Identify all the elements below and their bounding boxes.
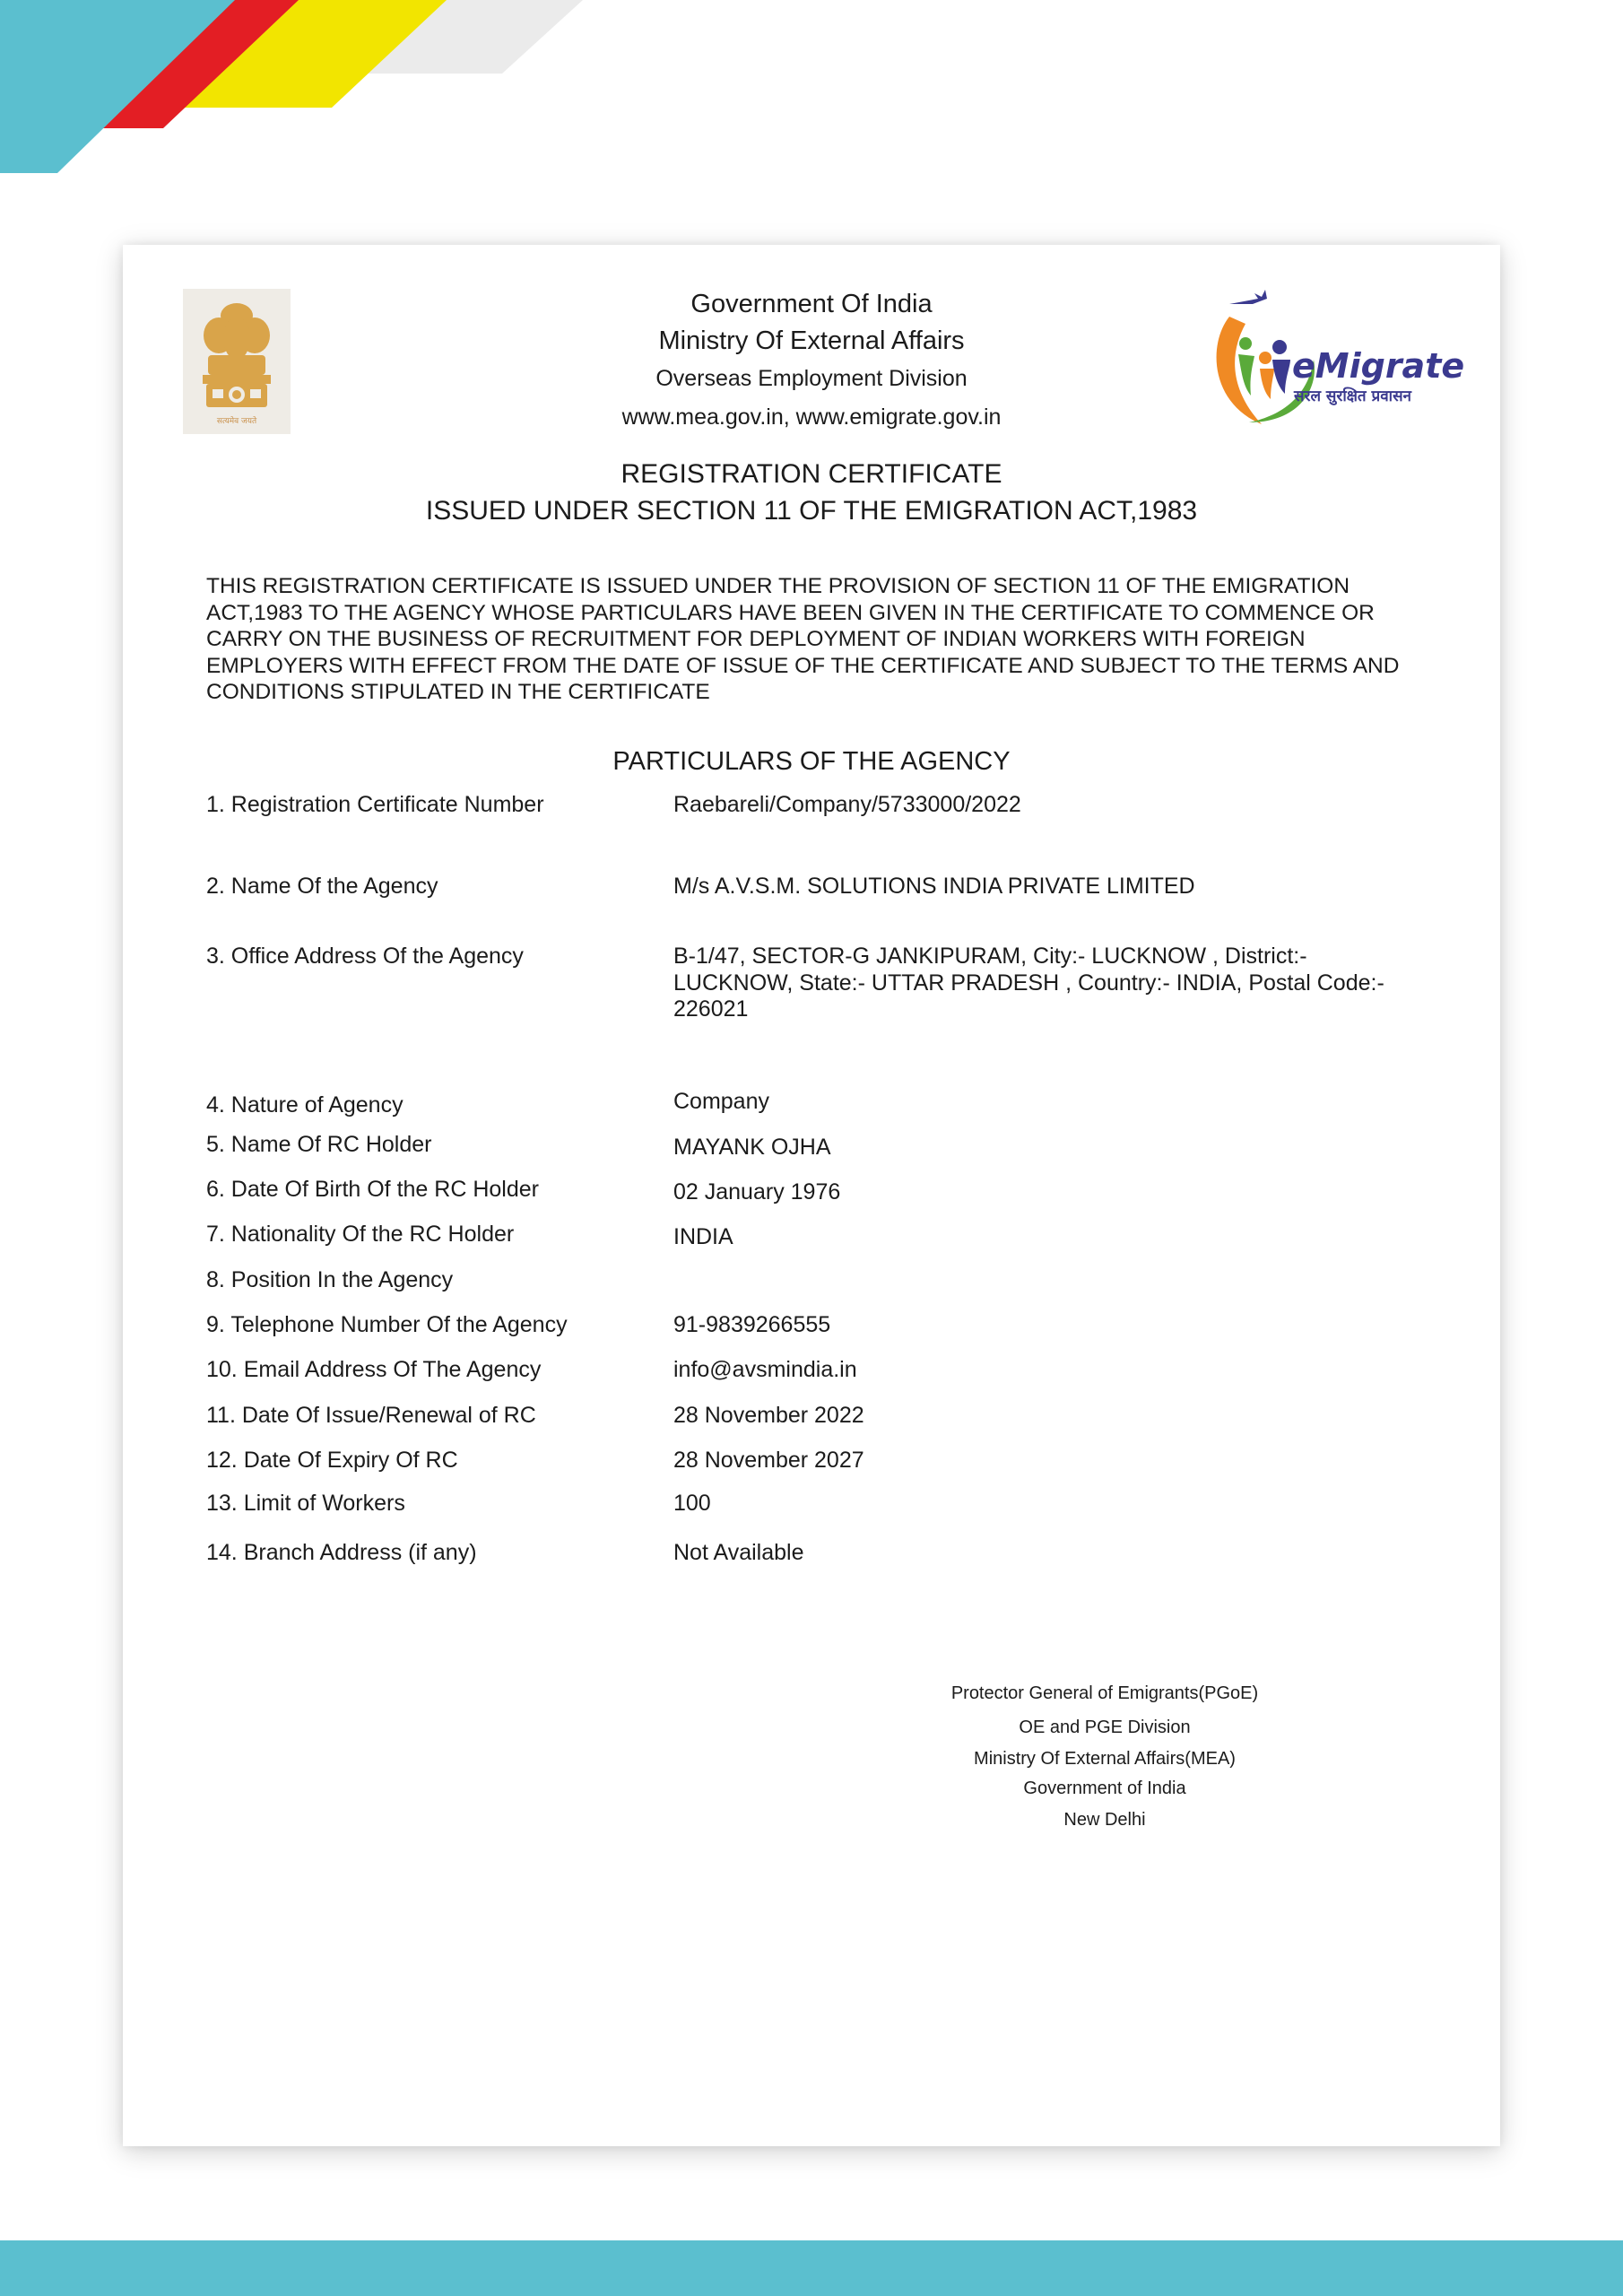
signatory-ministry: Ministry Of External Affairs(MEA) (974, 1749, 1236, 1769)
particular-label: 13. Limit of Workers (206, 1491, 405, 1516)
particular-label: 6. Date Of Birth Of the RC Holder (206, 1177, 539, 1202)
signatory-title: Protector General of Emigrants(PGoE) (950, 1683, 1259, 1703)
footer-band (0, 2240, 1623, 2296)
particular-label: 11. Date Of Issue/Renewal of RC (206, 1403, 536, 1428)
particular-value: 28 November 2022 (673, 1403, 864, 1428)
svg-text:eMigrate: eMigrate (1292, 346, 1465, 386)
particular-label: 9. Telephone Number Of the Agency (206, 1312, 568, 1337)
particular-label: 2. Name Of the Agency (206, 874, 438, 899)
signatory-government: Government of India (1023, 1779, 1186, 1798)
corner-decoration (0, 0, 628, 179)
particular-label: 10. Email Address Of The Agency (206, 1357, 542, 1382)
particular-value: 28 November 2027 (673, 1448, 864, 1473)
particular-value: M/s A.V.S.M. SOLUTIONS INDIA PRIVATE LIMITED (673, 874, 1195, 899)
particular-value: INDIA (673, 1224, 733, 1249)
particular-label: 8. Position In the Agency (206, 1267, 454, 1292)
particular-label: 7. Nationality Of the RC Holder (206, 1222, 515, 1247)
particular-value: info@avsmindia.in (673, 1357, 857, 1382)
header-division: Overseas Employment Division (655, 366, 968, 391)
certificate-sheet (123, 245, 1500, 2146)
signatory-division: OE and PGE Division (1019, 1718, 1191, 1737)
header-websites: www.mea.gov.in, www.emigrate.gov.in (621, 404, 1002, 430)
particular-value: Company (673, 1089, 769, 1114)
header-government: Government Of India (690, 290, 933, 318)
particular-value: MAYANK OJHA (673, 1135, 831, 1160)
particular-label: 5. Name Of RC Holder (206, 1132, 432, 1157)
particular-label: 3. Office Address Of the Agency (206, 944, 524, 969)
signatory-city: New Delhi (1063, 1810, 1146, 1830)
svg-text:सरल सुरक्षित प्रवासन: सरल सुरक्षित प्रवासन (1294, 387, 1411, 405)
certificate-subtitle: ISSUED UNDER SECTION 11 OF THE EMIGRATION ACT,1983 (425, 496, 1198, 526)
particular-label: 14. Branch Address (if any) (206, 1540, 477, 1565)
particular-label: 12. Date Of Expiry Of RC (206, 1448, 458, 1473)
particular-value: Not Available (673, 1540, 804, 1565)
particular-value: 02 January 1976 (673, 1179, 841, 1205)
particular-label: 1. Registration Certificate Number (206, 792, 544, 817)
particular-value: B-1/47, SECTOR-G JANKIPURAM, City:- LUCKNOW , District:- LUCKNOW, State:- UTTAR PRADESH , Country:- INDIA, Postal Code:- 226021 (673, 944, 1384, 1022)
particular-value: 91-9839266555 (673, 1312, 831, 1337)
particulars-title: PARTICULARS OF THE AGENCY (612, 747, 1011, 776)
particular-label: 4. Nature of Agency (206, 1092, 404, 1118)
certificate-title: REGISTRATION CERTIFICATE (621, 459, 1002, 489)
intro-paragraph: THIS REGISTRATION CERTIFICATE IS ISSUED UNDER THE PROVISION OF SECTION 11 OF THE EMIGRATION ACT,1983 TO THE AGENCY WHOSE PARTICULARS HAVE BEEN GIVEN IN THE CERTIFICATE TO COMMENCE OR CARRY ON THE BUSINESS OF RECRUITMENT FOR DEPLOYMENT OF INDIAN WORKERS WITH FOREIGN EMPLOYERS WITH EFFECT FROM THE DATE OF ISSUE OF THE CERTIFICATE AND SUBJECT TO THE TERMS AND CONDITIONS STIPULATED IN THE CERTIFICATE (206, 574, 1400, 704)
svg-text:सत्यमेव जयते: सत्यमेव जयते (216, 417, 257, 426)
particular-value: Raebareli/Company/5733000/2022 (673, 792, 1021, 817)
particular-value: 100 (673, 1491, 711, 1516)
header-ministry: Ministry Of External Affairs (658, 326, 965, 355)
